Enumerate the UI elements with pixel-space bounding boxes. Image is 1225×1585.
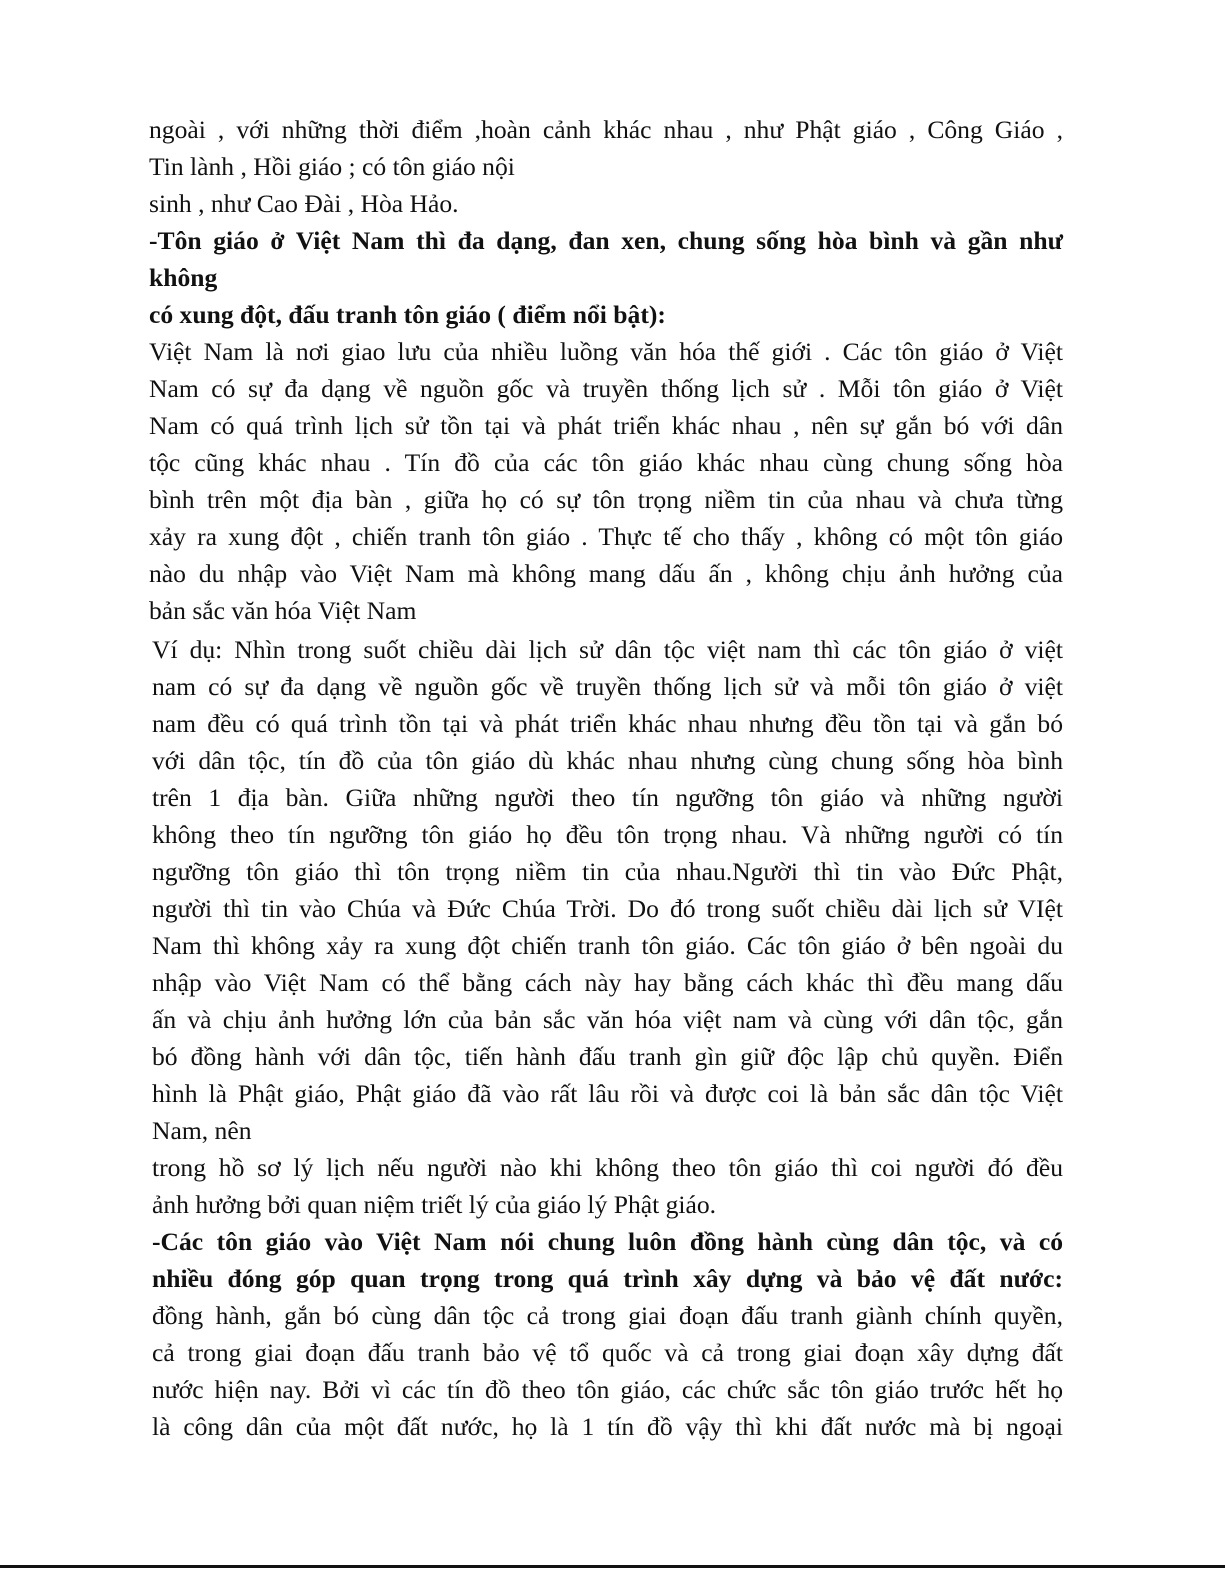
paragraph-line: Nam có sự đa dạng về nguồn gốc và truyền thống lịch sử . Mỗi tôn giáo ở Việt — [149, 374, 1063, 403]
paragraph-line: là công dân của một đất nước, họ là 1 tín đồ vậy thì khi đất nước mà bị ngoại — [152, 1412, 1063, 1441]
paragraph-line: nào du nhập vào Việt Nam mà không mang dấu ấn , không chịu ảnh hưởng của — [149, 559, 1063, 588]
paragraph-line: ấn và chịu ảnh hưởng lớn của bản sắc văn hóa việt nam và cùng với dân tộc, gắn — [152, 1005, 1063, 1034]
paragraph-line: trên 1 địa bàn. Giữa những người theo tín ngưỡng tôn giáo và những người — [152, 783, 1063, 812]
text-block-bottom — [152, 631, 1063, 1445]
paragraph-line: Ví dụ: Nhìn trong suốt chiều dài lịch sử dân tộc việt nam thì các tôn giáo ở việt — [152, 635, 1063, 664]
text-line: sinh , như Cao Đài , Hòa Hảo. — [149, 189, 459, 218]
paragraph-line: với dân tộc, tín đồ của tôn giáo dù khác nhau nhưng cùng chung sống hòa bình — [152, 746, 1063, 775]
text-block-top — [149, 111, 1063, 629]
paragraph-line: không theo tín ngưỡng tôn giáo họ đều tôn trọng nhau. Và những người có tín — [152, 820, 1063, 849]
paragraph-line: ảnh hưởng bởi quan niệm triết lý của giáo lý Phật giáo. — [152, 1190, 717, 1219]
text-line: ngoài , với những thời điểm ,hoàn cảnh khác nhau , như Phật giáo , Công Giáo , — [149, 115, 1063, 144]
paragraph-line: Nam thì không xảy ra xung đột chiến tranh tôn giáo. Các tôn giáo ở bên ngoài du — [152, 931, 1063, 960]
paragraph-line: bó đồng hành với dân tộc, tiến hành đấu tranh gìn giữ độc lập chủ quyền. Điển — [152, 1042, 1063, 1071]
paragraph-line: Nam có quá trình lịch sử tồn tại và phát triển khác nhau , nên sự gắn bó với dân — [149, 411, 1063, 440]
section-heading-line: nhiều đóng góp quan trọng trong quá trình xây dựng và bảo vệ đất nước: — [152, 1264, 1063, 1293]
paragraph-line: cả trong giai đoạn đấu tranh bảo vệ tổ quốc và cả trong giai đoạn xây dựng đất — [152, 1338, 1063, 1367]
section-heading-line: -Các tôn giáo vào Việt Nam nói chung luôn đồng hành cùng dân tộc, và có — [152, 1227, 1063, 1256]
paragraph-line: nam đều có quá trình tồn tại và phát triển khác nhau nhưng đều tồn tại và gắn bó — [152, 709, 1063, 738]
paragraph-line: người thì tin vào Chúa và Đức Chúa Trời. Do đó trong suốt chiều dài lịch sử VIệt — [152, 894, 1063, 923]
paragraph-line: nam có sự đa dạng về nguồn gốc về truyền thống lịch sử và mỗi tôn giáo ở việt — [152, 672, 1063, 701]
paragraph-line: ngưỡng tôn giáo thì tôn trọng niềm tin của nhau.Người thì tin vào Đức Phật, — [152, 857, 1063, 886]
paragraph-line: nhập vào Việt Nam có thể bằng cách này hay bằng cách khác thì đều mang dấu — [152, 968, 1063, 997]
paragraph-line: xảy ra xung đột , chiến tranh tôn giáo . Thực tế cho thấy , không có một tôn giáo — [149, 522, 1063, 551]
paragraph-line: nước hiện nay. Bởi vì các tín đồ theo tôn giáo, các chức sắc tôn giáo trước hết họ — [152, 1375, 1063, 1404]
page-bottom-divider — [0, 1565, 1225, 1568]
paragraph-line: bản sắc văn hóa Việt Nam — [149, 596, 417, 625]
paragraph-line: bình trên một địa bàn , giữa họ có sự tôn trọng niềm tin của nhau và chưa từng — [149, 485, 1063, 514]
paragraph-line: đồng hành, gắn bó cùng dân tộc cả trong giai đoạn đấu tranh giành chính quyền, — [152, 1301, 1063, 1330]
section-heading-line: không — [149, 263, 218, 292]
paragraph-line: tộc cũng khác nhau . Tín đồ của các tôn giáo khác nhau cùng chung sống hòa — [149, 448, 1063, 477]
text-line: Tin lành , Hồi giáo ; có tôn giáo nội — [149, 152, 515, 181]
section-heading-line: có xung đột, đấu tranh tôn giáo ( điểm nổi bật): — [149, 300, 666, 329]
paragraph-line: Nam, nên — [152, 1116, 252, 1145]
paragraph-line: Việt Nam là nơi giao lưu của nhiều luồng văn hóa thế giới . Các tôn giáo ở Việt — [149, 337, 1063, 366]
section-heading-line: -Tôn giáo ở Việt Nam thì đa dạng, đan xen, chung sống hòa bình và gần như — [149, 226, 1063, 255]
paragraph-line: trong hồ sơ lý lịch nếu người nào khi không theo tôn giáo thì coi người đó đều — [152, 1153, 1063, 1182]
paragraph-line: hình là Phật giáo, Phật giáo đã vào rất lâu rồi và được coi là bản sắc dân tộc Việt — [152, 1079, 1063, 1108]
